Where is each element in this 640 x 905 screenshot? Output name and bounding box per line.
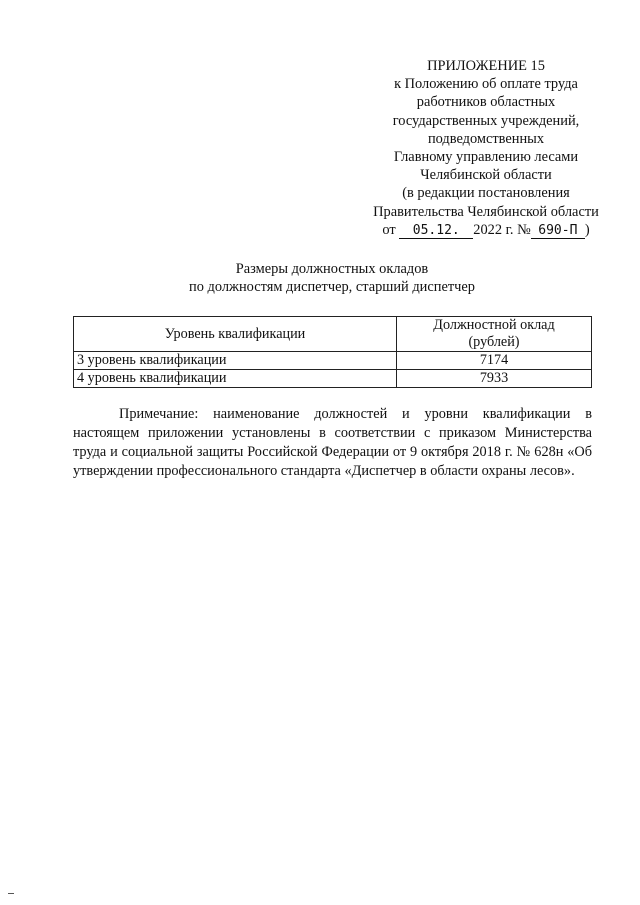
- appendix-line: Правительства Челябинской области: [373, 203, 599, 220]
- table-row: [74, 370, 592, 388]
- resolution-reference: [336, 221, 636, 239]
- appendix-line: к Положению об оплате труда: [394, 76, 578, 93]
- appendix-line: Главному управлению лесами: [393, 149, 579, 166]
- row-salary: 7174: [397, 352, 592, 370]
- row-salary: 7933: [397, 370, 592, 388]
- row-level: 3 уровень квалификации: [74, 352, 397, 370]
- resolution-number: 690-П: [531, 224, 585, 239]
- title-line-2: по должностям диспетчер, старший диспетчер: [189, 279, 475, 295]
- header-salary: [397, 317, 592, 352]
- appendix-line: работников областных: [416, 94, 556, 111]
- header-level: Уровень квалификации: [74, 317, 397, 352]
- note-text: Примечание: наименование должностей и уровни квалификации в настоящем приложении установлены в соответствии с приказом Министерства труда и социальной защиты Российской Федерации от 9 октября 2018 г. № 628н «Об утверждении профессионального стандарта «Диспетчер в области охраны лесов».: [73, 406, 592, 479]
- document-title: [0, 260, 640, 296]
- resolution-year: 2022 г. №: [473, 221, 531, 238]
- table-header-row: [74, 317, 592, 352]
- resolution-date: 05.12.: [399, 224, 473, 239]
- appendix-line: подведомственных: [427, 130, 545, 147]
- appendix-heading: ПРИЛОЖЕНИЕ 15: [427, 58, 545, 74]
- header-salary-line1: Должностной оклад: [433, 317, 555, 333]
- title-line-1: Размеры должностных окладов: [235, 261, 429, 277]
- appendix-line: Челябинской области: [420, 167, 552, 184]
- appendix-block: [336, 57, 636, 239]
- resolution-suffix: ): [584, 221, 590, 238]
- note-block: [73, 405, 592, 481]
- header-salary-line2: (рублей): [468, 334, 520, 350]
- appendix-line: (в редакции постановления: [402, 185, 570, 202]
- row-level: 4 уровень квалификации: [74, 370, 397, 388]
- resolution-prefix: от: [382, 221, 396, 238]
- table-row: [74, 352, 592, 370]
- salary-table: [73, 316, 592, 388]
- scan-edge-mark: [8, 893, 14, 894]
- appendix-line: государственных учреждений,: [392, 112, 580, 129]
